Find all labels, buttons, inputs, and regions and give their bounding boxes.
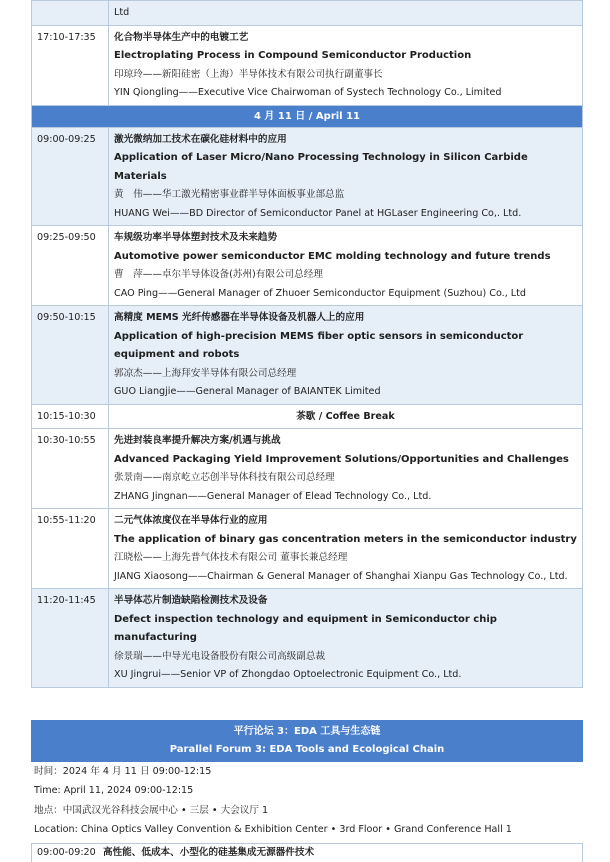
speaker-en: YIN Qiongling——Executive Vice Chairwoman of Systech Technology Co., Limited <box>114 87 502 98</box>
table-row <box>32 509 583 589</box>
talk-title-zh: 化合物半导体生产中的电镀工艺 <box>114 31 249 43</box>
top-fragment: Ltd <box>114 7 130 18</box>
talk-title-zh: 高精度 MEMS 光纤传感器在半导体设备及机器人上的应用 <box>114 312 365 323</box>
talk-title-en: Application of Laser Micro/Nano Processing Technology in Silicon Carbide Materials <box>114 152 528 182</box>
forum3-title-en: Parallel Forum 3: EDA Tools and Ecological Chain <box>169 743 445 755</box>
time-cell: 10:30-10:55 <box>32 429 109 509</box>
forum3-first-time: 09:00-09:20 <box>37 846 96 858</box>
speaker-en: XU Jingrui——Senior VP of Zhongdao Optoelectronic Equipment Co., Ltd. <box>114 669 462 680</box>
talk-cell <box>109 25 583 105</box>
speaker-zh: 曹 萍——卓尔半导体设备(苏州)有限公司总经理 <box>114 269 323 280</box>
talk-cell <box>109 127 583 226</box>
speaker-zh: 张景南——南京屹立芯创半导体科技有限公司总经理 <box>114 472 335 483</box>
talk-title-en: Advanced Packaging Yield Improvement Solutions/Opportunities and Challenges <box>114 453 569 465</box>
time-cell: 17:10-17:35 <box>32 25 109 105</box>
forum3-location-zh: 地点：中国武汉光谷科技会展中心 • 三层 • 大会议厅 1 <box>34 804 269 816</box>
forum3-location-en: Location: China Optics Valley Convention & Exhibition Center • 3rd Floor • Grand Conference Hall 1 <box>34 824 512 836</box>
day-banner: 4 月 11 日 / April 11 <box>32 105 583 127</box>
speaker-en: HUANG Wei——BD Director of Semiconductor Panel at HGLaser Engineering Co,. Ltd. <box>114 207 522 219</box>
agenda-table <box>31 0 583 688</box>
day-banner-row <box>32 105 583 127</box>
talk-cell <box>109 226 583 306</box>
time-cell <box>32 1 109 26</box>
table-row <box>32 1 583 26</box>
speaker-en: CAO Ping——General Manager of Zhuoer Semiconductor Equipment (Suzhou) Co., Ltd <box>114 287 526 299</box>
table-row <box>32 127 583 226</box>
talk-title-zh: 激光微纳加工技术在碳化硅材料中的应用 <box>114 133 287 145</box>
talk-title-zh: 车规级功率半导体塑封技术及未来趋势 <box>114 232 278 243</box>
time-cell: 09:25-09:50 <box>32 226 109 306</box>
forum3-title-zh: 平行论坛 3：EDA 工具与生态链 <box>233 725 381 737</box>
time-cell: 11:20-11:45 <box>32 589 109 688</box>
talk-title-en: Application of high-precision MEMS fiber optic sensors in semiconductor equipment and robots <box>114 330 524 360</box>
time-cell: 10:15-10:30 <box>32 404 109 429</box>
speaker-en: ZHANG Jingnan——General Manager of Elead Technology Co., Ltd. <box>114 490 432 502</box>
table-row <box>32 306 583 405</box>
talk-title-en: Electroplating Process in Compound Semiconductor Production <box>114 50 472 61</box>
talk-cell <box>109 509 583 589</box>
time-cell: 10:55-11:20 <box>32 509 109 589</box>
speaker-en: GUO Liangjie——General Manager of BAIANTEK Limited <box>114 386 381 397</box>
forum3-meta <box>31 762 583 840</box>
talk-title-zh: 半导体芯片制造缺陷检测技术及设备 <box>114 595 268 606</box>
talk-cell <box>109 589 583 688</box>
speaker-zh: 郭凉杰——上海拜安半导体有限公司总经理 <box>114 367 297 379</box>
talk-title-en: Defect inspection technology and equipment in Semiconductor chip manufacturing <box>114 613 497 643</box>
coffee-break-label: 茶歇 / Coffee Break <box>109 404 583 429</box>
speaker-zh: 黄 伟——华工激光精密事业群半导体面板事业部总监 <box>114 189 345 200</box>
forum3-time-en: Time: April 11, 2024 09:00-12:15 <box>34 785 194 797</box>
time-cell: 09:50-10:15 <box>32 306 109 405</box>
forum3-time-zh: 时间：2024 年 4 月 11 日 09:00-12:15 <box>34 765 212 777</box>
table-row <box>32 589 583 688</box>
talk-title-zh: 先进封装良率提升解决方案/机遇与挑战 <box>114 435 281 446</box>
speaker-en: JIANG Xiaosong——Chairman & General Manager of Shanghai Xianpu Gas Technology Co., Ltd. <box>114 570 568 582</box>
time-cell: 09:00-09:25 <box>32 127 109 226</box>
title-cell <box>109 1 583 26</box>
table-row <box>32 429 583 509</box>
talk-title-en: Automotive power semiconductor EMC molding technology and future trends <box>114 250 551 262</box>
forum3-first-row <box>31 843 583 862</box>
speaker-zh: 徐景瑞——中导光电设备股份有限公司高级副总裁 <box>114 650 326 662</box>
speaker-zh: 江晓松——上海先普气体技术有限公司 董事长兼总经理 <box>114 552 348 563</box>
forum3-header <box>31 720 583 762</box>
talk-title-en: The application of binary gas concentration meters in the semiconductor industry <box>114 533 577 545</box>
coffee-break-row <box>32 404 583 429</box>
table-row <box>32 226 583 306</box>
forum3-first-title: 高性能、低成本、小型化的硅基集成无源器件技术 <box>103 846 315 858</box>
talk-cell <box>109 306 583 405</box>
speaker-zh: 印琼玲——新阳硅密（上海）半导体技术有限公司执行副董事长 <box>114 68 383 80</box>
agenda-sheet <box>31 0 583 862</box>
table-row <box>32 25 583 105</box>
talk-title-zh: 二元气体浓度仪在半导体行业的应用 <box>114 515 268 526</box>
talk-cell <box>109 429 583 509</box>
